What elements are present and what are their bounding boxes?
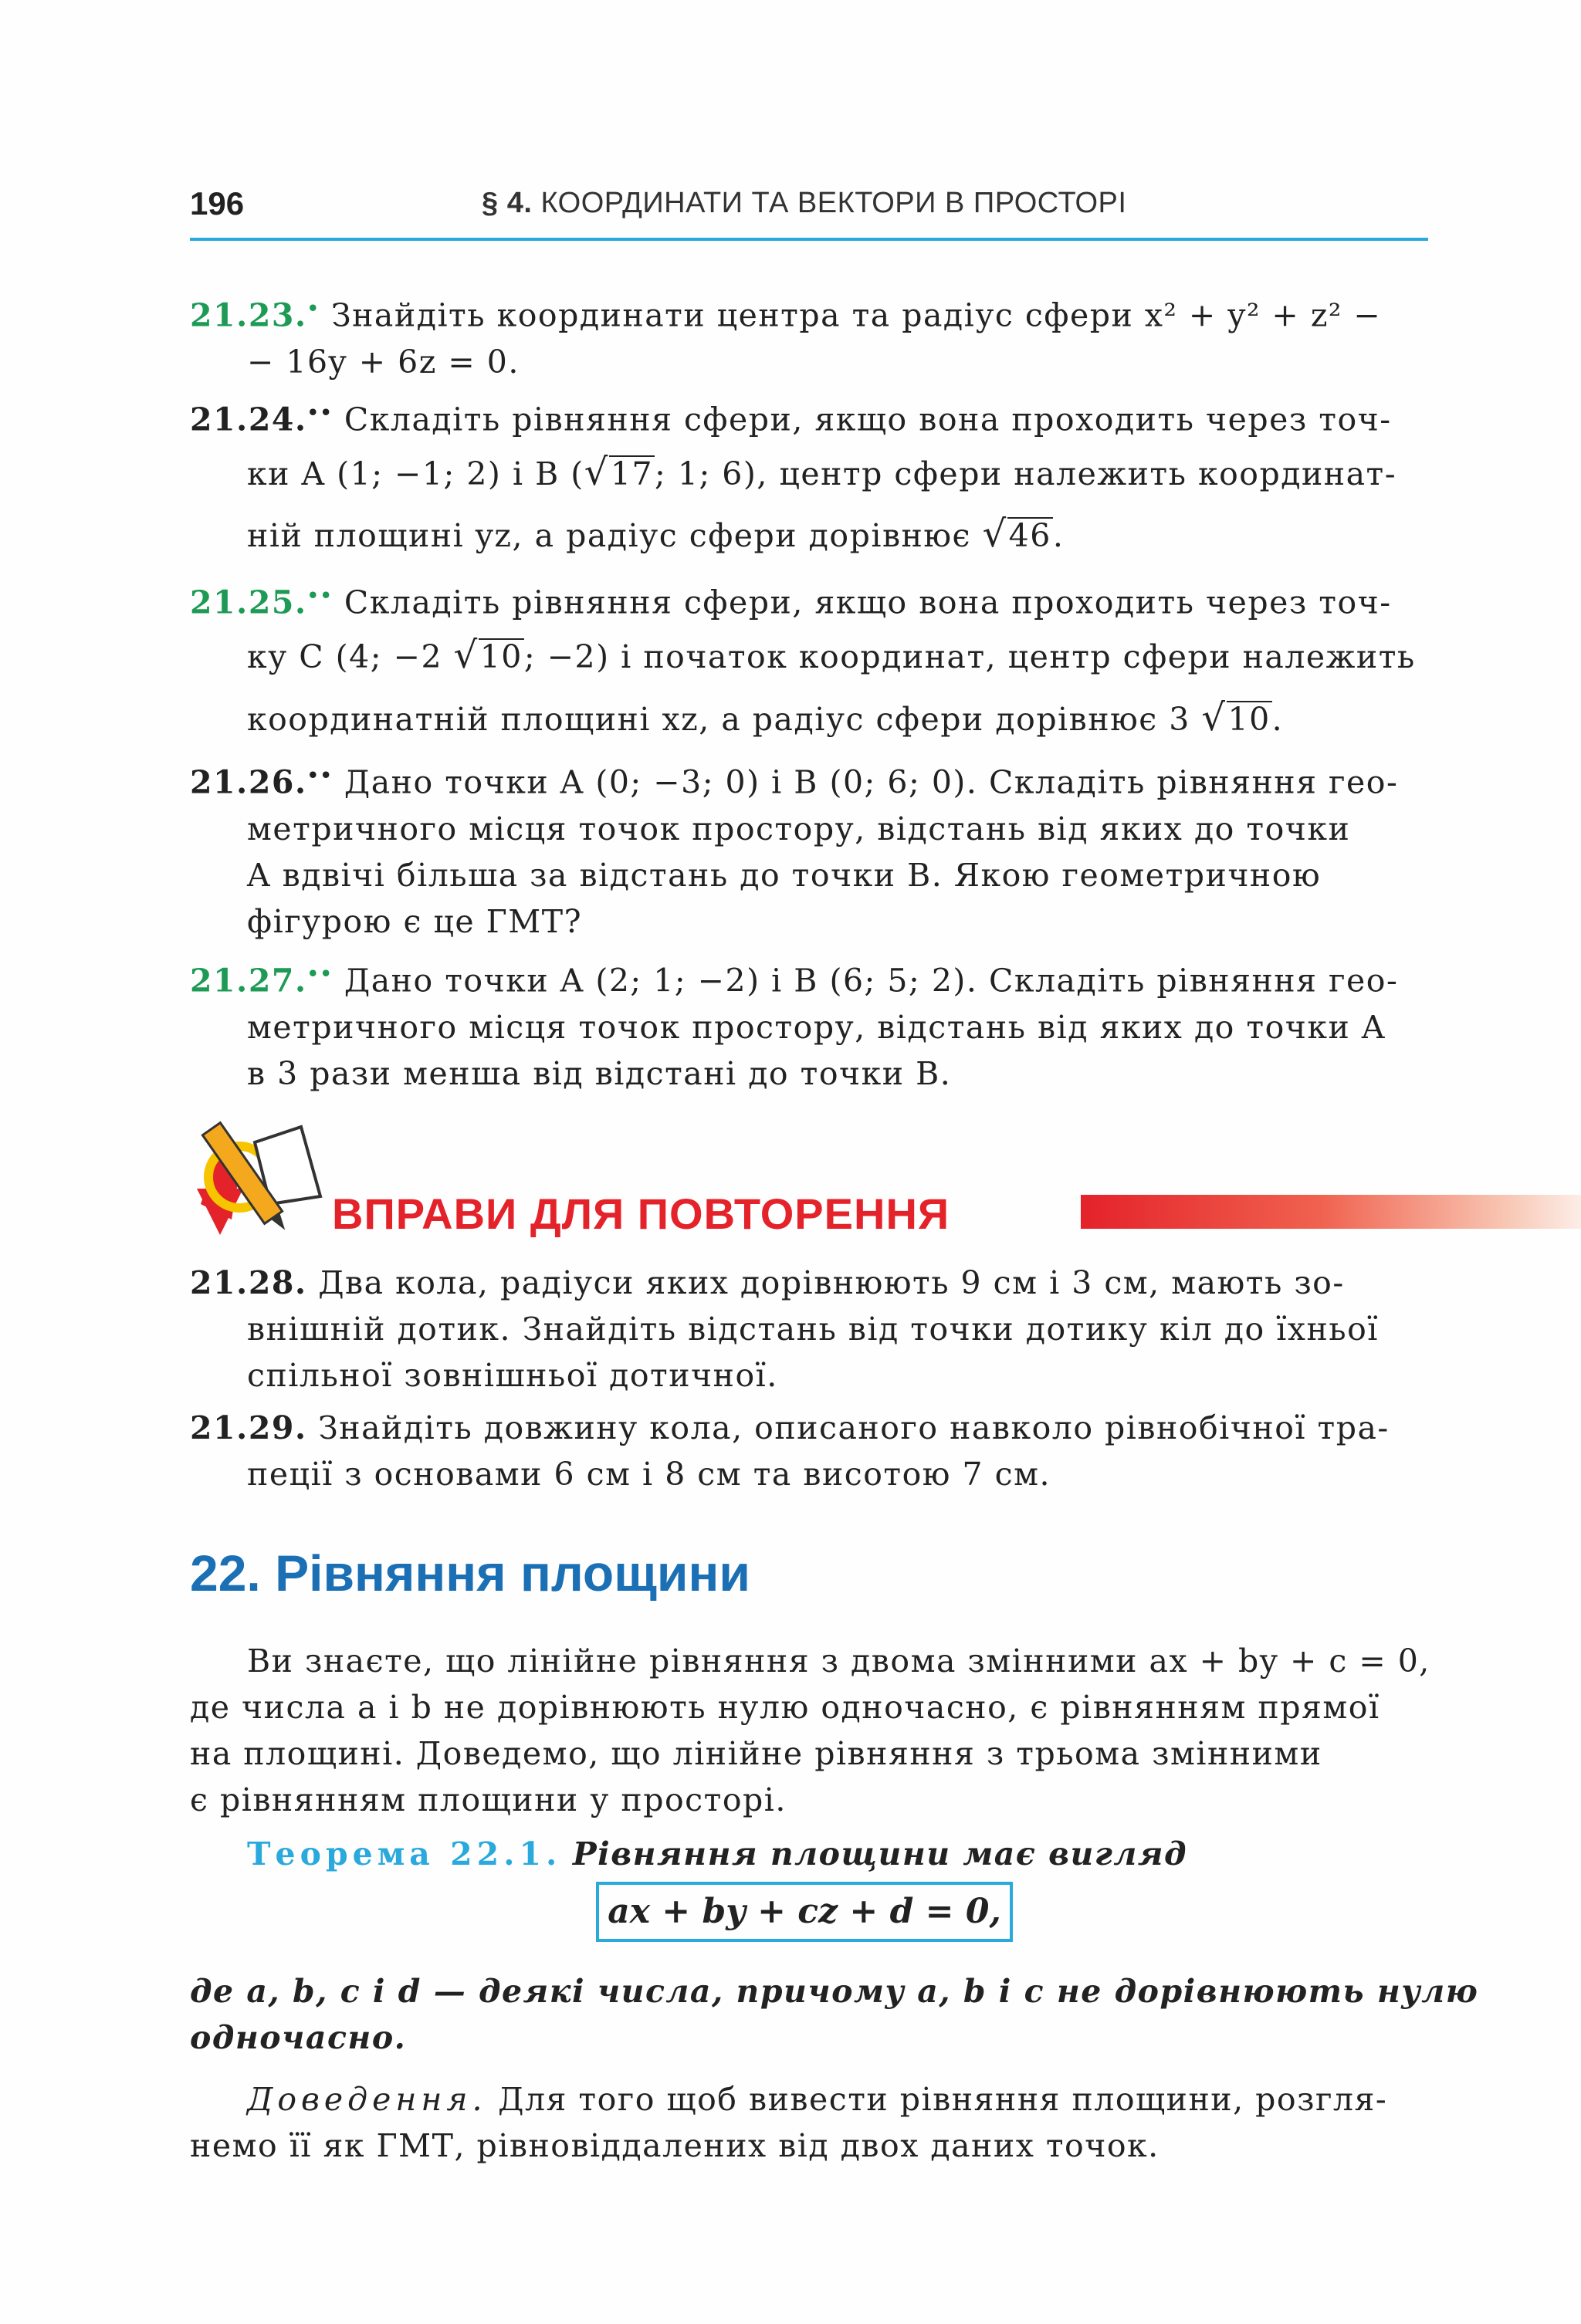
problem-text: Знайдіть довжину кола, описаного навколо рівнобічної тра- — [318, 1409, 1390, 1446]
paragraph-line: Ви знаєте, що лінійне рівняння з двома змінними ax + by + c = 0, — [247, 1642, 1430, 1680]
problem-number: 21.27. — [190, 962, 307, 1000]
problem-21-27 — [190, 951, 1428, 1097]
running-title — [482, 187, 1126, 220]
radical-sign: √ — [982, 512, 1007, 556]
paragraph-line: Для того щоб вивести рівняння площини, розгля- — [498, 2081, 1388, 2118]
problem-text: фігурою є це ГМТ? — [247, 902, 583, 940]
problem-text: Дано точки A (0; −3; 0) і B (0; 6; 0). Складіть рівняння гео- — [344, 763, 1399, 801]
problem-number: 21.25. — [190, 584, 307, 621]
formula-box: ax + by + cz + d = 0, — [596, 1882, 1013, 1942]
paragraph-line: де числа a і b не дорівнюють нулю одночасно, є рівнянням прямої — [190, 1689, 1380, 1726]
problem-text: Дано точки A (2; 1; −2) і B (6; 5; 2). Складіть рівняння гео- — [344, 962, 1399, 1000]
banner-gradient-bar — [1081, 1195, 1581, 1229]
theorem-text: Рівняння площини має вигляд — [572, 1835, 1188, 1872]
problem-21-26 — [190, 753, 1428, 945]
paragraph-line: де a, b, c і d — деякі числа, причому a, b і c не дорівнюють нулю — [190, 1973, 1479, 2010]
section-heading: 22. Рівняння площини — [190, 1544, 750, 1602]
radicand: 17 — [610, 455, 654, 492]
problem-number: 21.24. — [190, 401, 307, 438]
theorem-statement — [190, 1831, 1485, 1877]
problem-number: 21.29. — [190, 1409, 307, 1446]
intro-paragraph — [190, 1638, 1428, 1823]
problem-text: внішній дотик. Знайдіть відстань від точки дотику кіл до їхньої — [247, 1311, 1379, 1348]
problem-text: Знайдіть координати центра та радіус сфери x² + y² + z² − — [331, 296, 1382, 334]
radicand: 10 — [1227, 700, 1271, 738]
paragraph-line: на площині. Доведемо, що лінійне рівняння з трьома змінними — [190, 1735, 1322, 1772]
problem-text: ; 1; 6), центр сфери належить координат- — [655, 455, 1397, 492]
problem-text: . — [1271, 700, 1284, 738]
radical-sign: √ — [584, 450, 609, 494]
difficulty-mark: •• — [306, 962, 333, 985]
section-mark: § 4. — [482, 187, 533, 219]
paragraph-line: є рівнянням площини у просторі. — [190, 1781, 787, 1818]
radical-sign: √ — [1201, 695, 1227, 739]
problem-number: 21.23. — [190, 296, 307, 334]
problem-text: метричного місця точок простору, відстань від яких до точки — [247, 810, 1351, 847]
problem-text: ку C (4; −2 — [247, 638, 454, 675]
problem-21-23 — [190, 286, 1428, 385]
problem-text: пеції з основами 6 см і 8 см та висотою 7 см. — [247, 1456, 1051, 1493]
problem-text: координатній площині xz, а радіус сфери дорівнює 3 — [247, 700, 1202, 738]
theorem-label: Теорема 22.1. — [247, 1835, 562, 1872]
difficulty-mark: •• — [306, 401, 333, 424]
problem-text: метричного місця точок простору, відстань від яких до точки A — [247, 1008, 1386, 1046]
problem-text: ; −2) і початок координат, центр сфери належить — [523, 638, 1416, 675]
paragraph-line: немо її як ГМТ, рівновіддалених від двох даних точок. — [190, 2127, 1160, 2164]
problem-text: в 3 рази менша від відстані до точки B. — [247, 1054, 952, 1092]
page-number: 196 — [190, 185, 245, 222]
proof-label: Доведення. — [247, 2081, 487, 2118]
problem-text: ки A (1; −1; 2) і B ( — [247, 455, 584, 492]
problem-text: . — [1052, 516, 1065, 554]
review-exercises-banner — [185, 1111, 1436, 1250]
radicand: 46 — [1008, 516, 1051, 554]
difficulty-mark: • — [306, 297, 320, 320]
problem-text: ній площині yz, а радіус сфери дорівнює — [247, 516, 983, 554]
problem-21-28 — [190, 1260, 1428, 1399]
theorem-continuation — [190, 1968, 1479, 2061]
problem-21-29 — [190, 1405, 1428, 1497]
difficulty-mark: •• — [306, 764, 333, 787]
difficulty-mark: •• — [306, 584, 333, 607]
problem-text: Складіть рівняння сфери, якщо вона проходить через точ- — [344, 401, 1392, 438]
radical-sign: √ — [453, 633, 479, 677]
banner-title: ВПРАВИ ДЛЯ ПОВТОРЕННЯ — [332, 1189, 950, 1238]
problem-21-24 — [190, 390, 1428, 567]
section-title: КООРДИНАТИ ТА ВЕКТОРИ В ПРОСТОРІ — [540, 187, 1127, 219]
problem-text: Складіть рівняння сфери, якщо вона проходить через точ- — [344, 584, 1392, 621]
problem-text: спільної зовнішньої дотичної. — [247, 1357, 778, 1394]
header-rule — [190, 238, 1428, 241]
problem-text: − 16y + 6z = 0. — [247, 343, 520, 381]
pencil-compass-icon — [185, 1111, 332, 1250]
paragraph-line: одночасно. — [190, 2019, 407, 2056]
proof-paragraph — [190, 2076, 1428, 2169]
problem-text: A вдвічі більша за відстань до точки B. Якою геометричною — [247, 856, 1322, 894]
problem-number: 21.28. — [190, 1264, 307, 1301]
problem-21-25 — [190, 573, 1428, 751]
page-header — [190, 185, 1428, 239]
problem-number: 21.26. — [190, 763, 307, 801]
radicand: 10 — [479, 638, 523, 675]
problem-text: Два кола, радіуси яких дорівнюють 9 см і 3 см, мають зо- — [318, 1264, 1345, 1301]
